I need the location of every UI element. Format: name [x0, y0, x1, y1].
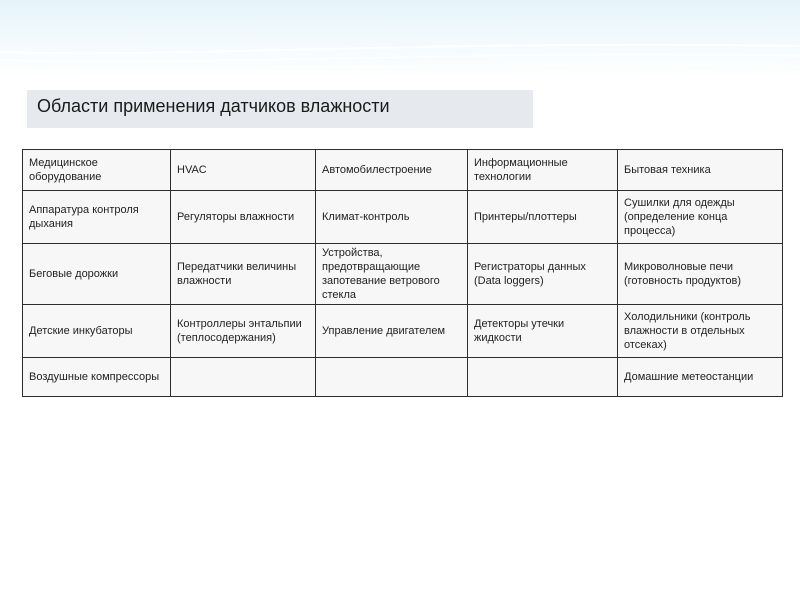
table-cell: Беговые дорожки [23, 244, 171, 305]
applications-table [22, 149, 783, 397]
page-title: Области применения датчиков влажности [37, 96, 390, 116]
table-cell: Холодильники (контроль влажности в отдельных отсеках) [618, 305, 783, 358]
table-cell: Детекторы утечки жидкости [468, 305, 618, 358]
table-cell: Медицинское оборудование [23, 150, 171, 191]
table-cell: Передатчики величины влажности [171, 244, 316, 305]
table-cell: Автомобилестроение [316, 150, 468, 191]
decorative-waves [0, 0, 800, 78]
table-cell: Микроволновые печи (готовность продуктов) [618, 244, 783, 305]
table-cell: Детские инкубаторы [23, 305, 171, 358]
table-cell: Устройства, предотвращающие запотевание ветрового стекла [316, 244, 468, 305]
table-cell: Воздушные компрессоры [23, 358, 171, 397]
table-row [23, 305, 783, 358]
table-cell: Сушилки для одежды (определение конца процесса) [618, 191, 783, 244]
table-cell: Аппаратура контроля дыхания [23, 191, 171, 244]
table-cell: Регуляторы влажности [171, 191, 316, 244]
table-cell: HVAC [171, 150, 316, 191]
table-cell: Регистраторы данных (Data loggers) [468, 244, 618, 305]
table-cell: Климат-контроль [316, 191, 468, 244]
header-band [0, 0, 800, 78]
table-cell: Контроллеры энтальпии (теплосодержания) [171, 305, 316, 358]
table-cell: Информационные технологии [468, 150, 618, 191]
table-cell: Принтеры/плоттеры [468, 191, 618, 244]
table-row [23, 358, 783, 397]
table-cell: Управление двигателем [316, 305, 468, 358]
table-cell [468, 358, 618, 397]
table-cell: Бытовая техника [618, 150, 783, 191]
table-row [23, 150, 783, 191]
table-cell [171, 358, 316, 397]
table-row [23, 244, 783, 305]
title-box [27, 90, 533, 128]
table-cell: Домашние метеостанции [618, 358, 783, 397]
table-cell [316, 358, 468, 397]
table-row [23, 191, 783, 244]
